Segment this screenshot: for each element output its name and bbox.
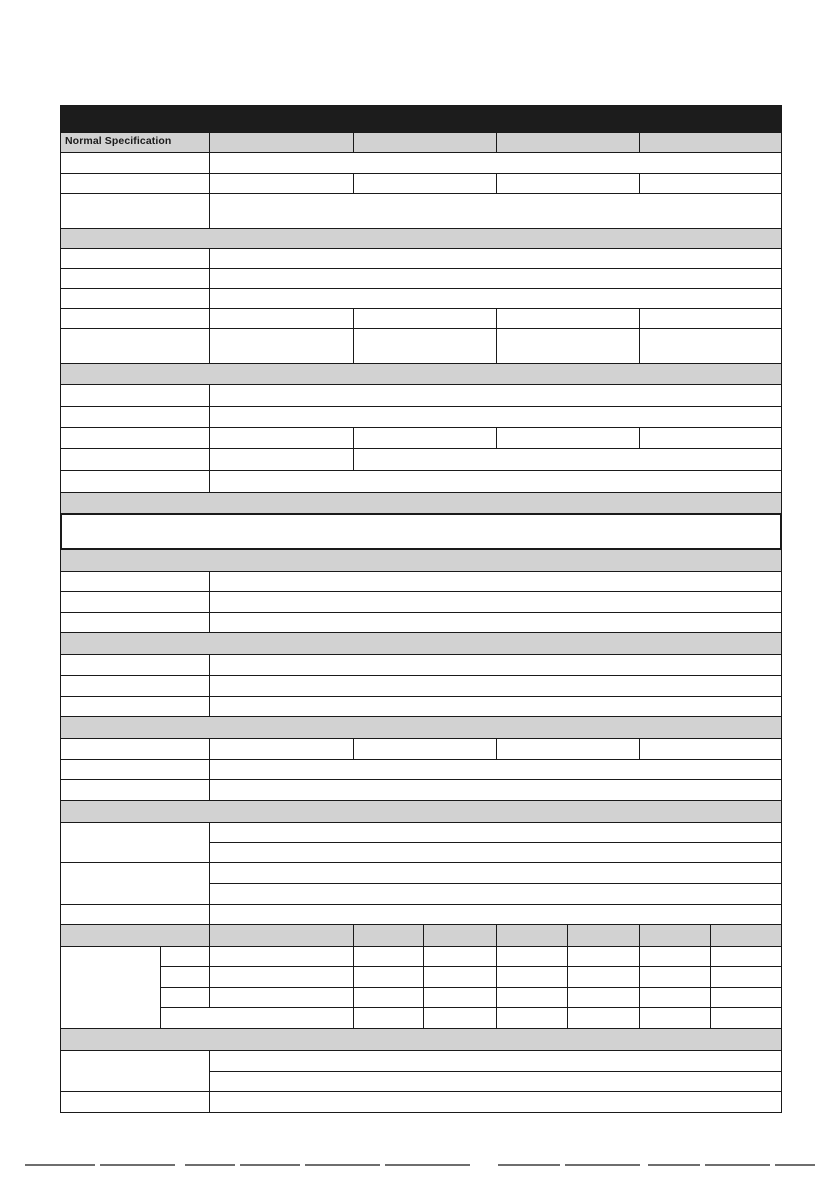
grid-value-cell — [423, 1007, 497, 1029]
grid-value-cell — [423, 966, 497, 988]
value-cell — [209, 288, 782, 309]
value-cell — [639, 328, 782, 364]
section-header-bar — [60, 1028, 782, 1051]
grid-value-cell — [710, 1007, 782, 1029]
value-cell — [209, 738, 354, 760]
grid-sub-label-cell — [160, 946, 210, 967]
value-cell — [209, 862, 782, 884]
value-cell — [209, 152, 782, 174]
row-label-cell — [60, 308, 210, 329]
footer-dash-segment — [305, 1164, 380, 1166]
grid-sub-label-cell — [160, 987, 210, 1008]
row-label-cell — [60, 571, 210, 592]
value-cell — [353, 328, 497, 364]
value-cell — [209, 759, 782, 780]
page-footer-dashes — [0, 1160, 840, 1170]
row-label-cell — [60, 1091, 210, 1113]
row-label-cell — [60, 822, 210, 863]
grid-value-cell — [496, 966, 568, 988]
grid-value-cell — [639, 1007, 711, 1029]
footer-dash-segment — [565, 1164, 640, 1166]
section-header-bar — [60, 492, 782, 514]
row-label-cell — [60, 862, 210, 905]
grid-sub-label-cell — [160, 966, 210, 988]
row-label-cell — [60, 779, 210, 801]
section-header-bar — [60, 632, 782, 655]
section-header-bar — [60, 363, 782, 385]
value-cell — [209, 654, 782, 676]
footer-dash-segment — [648, 1164, 700, 1166]
value-cell — [496, 427, 640, 449]
header-label-cell — [60, 132, 210, 153]
value-cell — [353, 427, 497, 449]
grid-value-cell — [353, 946, 424, 967]
row-label-cell — [60, 448, 210, 471]
value-cell — [496, 738, 640, 760]
row-label-cell — [60, 173, 210, 194]
grid-value-cell — [639, 987, 711, 1008]
grid-value-cell — [710, 987, 782, 1008]
value-cell — [209, 268, 782, 289]
value-cell — [209, 675, 782, 697]
value-cell — [353, 448, 782, 471]
normal-specification-label: Normal Specification — [65, 135, 172, 147]
grid-value-cell — [353, 1007, 424, 1029]
value-cell — [496, 308, 640, 329]
value-cell — [639, 427, 782, 449]
grid-value-cell — [423, 987, 497, 1008]
grid-header-cell — [567, 924, 640, 947]
grid-value-cell — [209, 946, 354, 967]
row-label-cell — [60, 675, 210, 697]
row-label-cell — [60, 406, 210, 428]
grid-value-cell — [567, 1007, 640, 1029]
value-cell — [639, 308, 782, 329]
grid-header-cell — [423, 924, 497, 947]
value-cell — [209, 248, 782, 269]
value-cell — [209, 427, 354, 449]
row-label-cell — [60, 248, 210, 269]
value-cell — [209, 822, 782, 843]
row-label-cell — [60, 152, 210, 174]
row-label-cell — [60, 759, 210, 780]
value-cell — [209, 384, 782, 407]
header-model-cell — [496, 132, 640, 153]
value-cell — [209, 779, 782, 801]
grid-value-cell — [353, 987, 424, 1008]
table-title-bar — [60, 105, 782, 133]
value-cell — [209, 193, 782, 229]
grid-header-cell — [639, 924, 711, 947]
value-cell — [353, 308, 497, 329]
section-header-bar — [60, 228, 782, 249]
grid-group-label-cell — [60, 946, 161, 1029]
grid-value-cell — [567, 946, 640, 967]
value-cell — [209, 571, 782, 592]
row-label-cell — [60, 427, 210, 449]
value-cell — [209, 406, 782, 428]
value-cell — [209, 1071, 782, 1092]
footer-dash-segment — [185, 1164, 235, 1166]
value-cell — [209, 904, 782, 925]
footer-dash-segment — [100, 1164, 175, 1166]
grid-value-cell — [567, 966, 640, 988]
grid-value-cell — [710, 946, 782, 967]
grid-value-cell — [209, 966, 354, 988]
grid-value-cell — [639, 946, 711, 967]
row-label-cell — [60, 1050, 210, 1092]
footer-dash-segment — [498, 1164, 560, 1166]
grid-header-cell — [353, 924, 424, 947]
row-label-cell — [60, 288, 210, 309]
value-cell — [353, 738, 497, 760]
row-label-cell — [60, 612, 210, 633]
value-cell — [209, 696, 782, 717]
footer-dash-segment — [385, 1164, 470, 1166]
value-cell — [209, 173, 354, 194]
grid-sub-label-cell — [160, 1007, 354, 1029]
value-cell — [209, 1091, 782, 1113]
row-label-cell — [60, 328, 210, 364]
grid-value-cell — [423, 946, 497, 967]
header-model-cell — [353, 132, 497, 153]
value-cell — [496, 328, 640, 364]
grid-value-cell — [567, 987, 640, 1008]
full-width-note-cell — [60, 513, 782, 550]
value-cell — [639, 738, 782, 760]
footer-dash-segment — [775, 1164, 815, 1166]
header-model-cell — [209, 132, 354, 153]
grid-value-cell — [353, 966, 424, 988]
value-cell — [353, 173, 497, 194]
grid-header-cell — [209, 924, 354, 947]
row-label-cell — [60, 591, 210, 613]
grid-value-cell — [710, 966, 782, 988]
row-label-cell — [60, 696, 210, 717]
row-label-cell — [60, 193, 210, 229]
value-cell — [209, 470, 782, 493]
row-label-cell — [60, 268, 210, 289]
section-header-bar — [60, 716, 782, 739]
section-header-bar — [60, 800, 782, 823]
grid-value-cell — [496, 1007, 568, 1029]
value-cell — [209, 308, 354, 329]
grid-value-cell — [639, 966, 711, 988]
grid-header-label — [60, 924, 210, 947]
footer-dash-segment — [240, 1164, 300, 1166]
grid-header-cell — [710, 924, 782, 947]
row-label-cell — [60, 470, 210, 493]
footer-dash-segment — [25, 1164, 95, 1166]
header-model-cell — [639, 132, 782, 153]
grid-value-cell — [496, 987, 568, 1008]
value-cell — [639, 173, 782, 194]
value-cell — [209, 1050, 782, 1072]
row-label-cell — [60, 904, 210, 925]
value-cell — [209, 448, 354, 471]
row-label-cell — [60, 654, 210, 676]
value-cell — [496, 173, 640, 194]
grid-value-cell — [496, 946, 568, 967]
grid-value-cell — [209, 987, 354, 1008]
row-label-cell — [60, 384, 210, 407]
value-cell — [209, 328, 354, 364]
grid-header-cell — [496, 924, 568, 947]
footer-dash-segment — [705, 1164, 770, 1166]
section-header-bar — [60, 549, 782, 572]
value-cell — [209, 612, 782, 633]
value-cell — [209, 591, 782, 613]
value-cell — [209, 842, 782, 863]
row-label-cell — [60, 738, 210, 760]
value-cell — [209, 883, 782, 905]
